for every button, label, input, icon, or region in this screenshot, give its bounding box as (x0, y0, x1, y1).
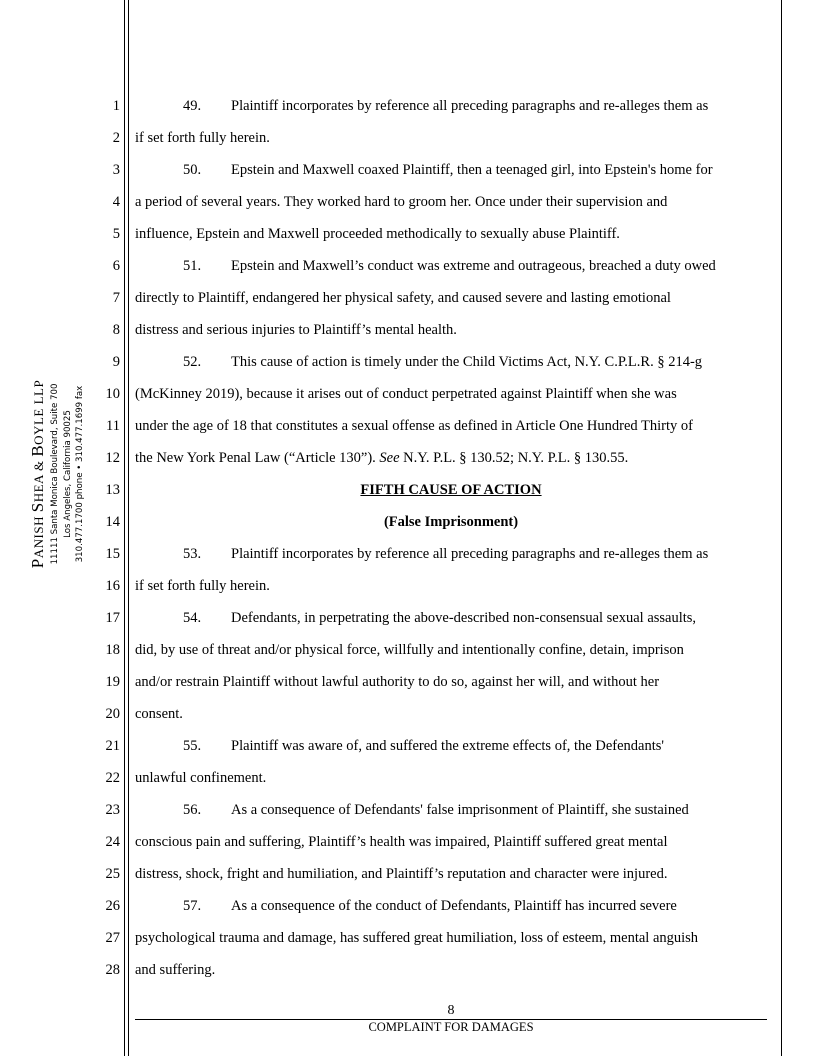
line-number: 15 (105, 546, 120, 562)
text-segment: the New York Penal Law (“Article 130”). (135, 450, 380, 466)
paragraph-number: 53. (183, 546, 202, 562)
paragraph-number: 49. (183, 98, 202, 114)
firm-letterhead (28, 334, 92, 614)
line-number: 17 (105, 610, 120, 626)
paragraph-number: 50. (183, 162, 202, 178)
paragraph-text: Epstein and Maxwell’s conduct was extreme and outrageous, breached a duty owed (231, 258, 716, 274)
section-subheading: (False Imprisonment) (383, 514, 519, 530)
line-number: 1 (112, 98, 120, 114)
text-line: conscious pain and suffering, Plaintiff’s health was impaired, Plaintiff suffered great mental (135, 834, 668, 850)
line-number: 3 (112, 162, 120, 178)
footer-title: COMPLAINT FOR DAMAGES (368, 1020, 534, 1034)
text-line (135, 450, 628, 466)
text-line: (McKinney 2019), because it arises out of conduct perpetrated against Plaintiff when she was (135, 386, 677, 402)
paragraph-text: Defendants, in perpetrating the above-described non-consensual sexual assaults, (231, 610, 697, 626)
text-line: did, by use of threat and/or physical force, willfully and intentionally confine, detain, imprison (135, 642, 684, 658)
text-line: under the age of 18 that constitutes a sexual offense as defined in Article One Hundred Thirty of (135, 418, 693, 434)
line-number: 13 (105, 482, 120, 498)
paragraph-number: 52. (183, 354, 202, 370)
line-number: 4 (112, 194, 120, 210)
page-number: 8 (447, 1003, 455, 1018)
line-number: 11 (106, 418, 120, 434)
line-number: 2 (112, 130, 120, 146)
paragraph-number: 55. (183, 738, 202, 754)
paragraph-number: 51. (183, 258, 202, 274)
line-number: 19 (105, 674, 120, 690)
line-number: 7 (112, 290, 120, 306)
text-line: if set forth fully herein. (135, 578, 270, 594)
text-line: and/or restrain Plaintiff without lawful authority to do so, against her will, and without her (135, 674, 660, 690)
line-number: 16 (105, 578, 120, 594)
text-line: distress and serious injuries to Plaintiff’s mental health. (135, 322, 457, 338)
line-number: 24 (105, 834, 120, 850)
line-number: 5 (112, 226, 120, 242)
firm-name: PANISH SHEA & BOYLE LLP (28, 379, 47, 569)
line-number: 21 (105, 738, 120, 754)
line-number: 10 (105, 386, 120, 402)
firm-city: Los Angeles, California 90025 (62, 410, 73, 538)
firm-address: 11111 Santa Monica Boulevard, Suite 700 (50, 383, 60, 565)
paragraph-text: Plaintiff was aware of, and suffered the extreme effects of, the Defendants' (231, 738, 665, 754)
text-line: unlawful confinement. (135, 770, 267, 786)
line-number: 26 (105, 898, 120, 914)
firm-phones: 310.477.1700 phone • 310.477.1699 fax (75, 385, 85, 563)
paragraph-text: Epstein and Maxwell coaxed Plaintiff, then a teenaged girl, into Epstein's home for (231, 162, 713, 178)
line-number: 25 (105, 866, 120, 882)
text-line: and suffering. (135, 962, 216, 978)
left-margin-rule-outer (124, 0, 125, 1056)
line-number: 22 (105, 770, 120, 786)
line-number: 9 (112, 354, 120, 370)
paragraph-text: Plaintiff incorporates by reference all preceding paragraphs and re-alleges them as (231, 546, 709, 562)
paragraph-number: 54. (183, 610, 202, 626)
line-number: 27 (105, 930, 120, 946)
paragraph-number: 57. (183, 898, 202, 914)
line-number: 12 (105, 450, 120, 466)
right-margin-rule (781, 0, 782, 1056)
paragraph-text: As a consequence of the conduct of Defendants, Plaintiff has incurred severe (231, 898, 677, 914)
line-number: 18 (105, 642, 120, 658)
paragraph-text: As a consequence of Defendants' false imprisonment of Plaintiff, she sustained (231, 802, 689, 818)
text-line: a period of several years. They worked hard to groom her. Once under their supervision and (135, 194, 668, 210)
line-number: 20 (105, 706, 120, 722)
paragraph-number: 56. (183, 802, 202, 818)
left-margin-rule-inner (128, 0, 129, 1056)
line-number: 28 (105, 962, 120, 978)
paragraph-text: Plaintiff incorporates by reference all preceding paragraphs and re-alleges them as (231, 98, 709, 114)
line-number: 14 (105, 514, 120, 530)
section-heading-text: FIFTH CAUSE OF ACTION (360, 482, 542, 498)
text-segment: N.Y. P.L. § 130.52; N.Y. P.L. § 130.55. (399, 450, 629, 466)
line-number: 8 (112, 322, 120, 338)
text-line: directly to Plaintiff, endangered her physical safety, and caused severe and lasting emotional (135, 290, 671, 306)
citation-signal: See (379, 450, 400, 466)
text-line: if set forth fully herein. (135, 130, 270, 146)
line-number: 6 (112, 258, 120, 274)
text-line: psychological trauma and damage, has suffered great humiliation, loss of esteem, mental anguish (135, 930, 699, 946)
line-number: 23 (105, 802, 120, 818)
text-line: distress, shock, fright and humiliation, and Plaintiff’s reputation and character were injured. (135, 866, 668, 882)
paragraph-text: This cause of action is timely under the Child Victims Act, N.Y. C.P.L.R. § 214-g (231, 354, 703, 370)
section-heading (135, 482, 767, 498)
text-line: consent. (135, 706, 183, 722)
text-line: influence, Epstein and Maxwell proceeded methodically to sexually abuse Plaintiff. (135, 226, 620, 242)
